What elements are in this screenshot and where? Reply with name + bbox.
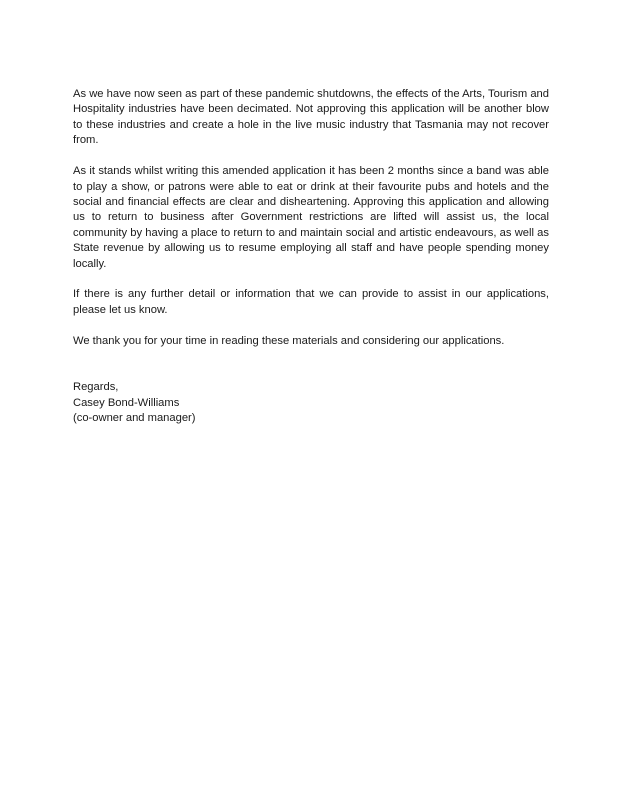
signatory-name: Casey Bond-Williams [73, 396, 180, 409]
paragraph-thanks: We thank you for your time in reading these materials and considering our applications. [73, 334, 505, 347]
letter-page [73, 87, 549, 426]
paragraph-further-detail: If there is any further detail or information that we can provide to assist in our applications, please let us know. [73, 288, 549, 316]
signatory-role: (co-owner and manager) [73, 412, 196, 424]
closing-line: Regards, [73, 381, 119, 394]
paragraph-current-situation: As it stands whilst writing this amended application it has been 2 months since a band was able to play a show, or patrons were able to eat or drink at their favourite pubs and hotels and the social and financial effects are clear and disheartening. Approving this application and allowing us to return to business after Government restrictions are lifted will assist us, the local community by having a place to return to and maintain social and artistic endeavours, as well as State revenue by allowing us to resume employing all staff and have people spending money locally. [73, 165, 549, 270]
paragraph-pandemic-impact: As we have now seen as part of these pandemic shutdowns, the effects of the Arts, Tourism and Hospitality industries have been decimated. Not approving this application will be another blow to these industries and create a hole in the live music industry that Tasmania may not recover from. [73, 88, 549, 147]
signature-block [73, 380, 549, 426]
